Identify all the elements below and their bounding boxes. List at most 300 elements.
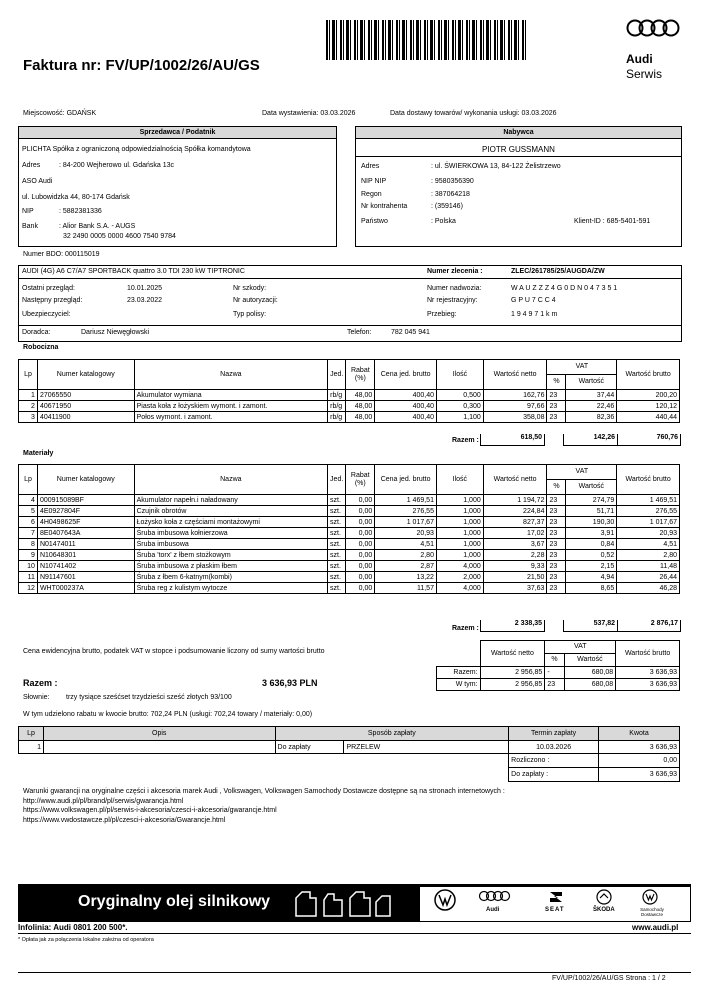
audi-small-rings-icon bbox=[478, 890, 512, 904]
cell-cat: 8E0407643A bbox=[37, 528, 134, 539]
logo-skoda-label: ŠKODA bbox=[593, 907, 615, 913]
cell-net: 224,84 bbox=[483, 506, 547, 517]
discount-note: W tym udzielono rabatu w kwocie brutto: 702,24 PLN (usługi: 702,24 towary / materiały: 0,00) bbox=[23, 711, 313, 718]
cell-qty: 1,000 bbox=[436, 506, 483, 517]
table-row bbox=[19, 572, 680, 583]
labour-sum-net-value: 618,50 bbox=[520, 434, 543, 441]
buyer-nrk: : (359146) bbox=[431, 203, 463, 210]
bdo-number: Numer BDO: 000115019 bbox=[23, 251, 100, 258]
footer-site[interactable]: www.audi.pl bbox=[632, 923, 679, 932]
col-rabat: Rabat (%) bbox=[346, 465, 375, 495]
cell-vat: 3,91 bbox=[566, 528, 617, 539]
cell-cat: 40671950 bbox=[37, 401, 134, 412]
razem-vat: 680,08 bbox=[564, 667, 616, 679]
cell-unit: szt. bbox=[328, 517, 346, 528]
cell-vat: 82,36 bbox=[566, 412, 617, 423]
cell-name: Śruba imbusowa z płaskim łbem bbox=[134, 561, 327, 572]
cell-pct: 23 bbox=[547, 561, 566, 572]
materials-sum-net bbox=[480, 620, 545, 632]
table-row bbox=[19, 561, 680, 572]
cell-price: 400,40 bbox=[375, 412, 437, 423]
warranty-text bbox=[23, 787, 505, 825]
table-row bbox=[19, 495, 680, 506]
cell-name: Śruba reg z kulistym wytocze bbox=[134, 583, 327, 594]
audi-rings-icon bbox=[626, 18, 680, 38]
seller-aso: ASO Audi bbox=[22, 178, 53, 185]
brand-serwis: Serwis bbox=[626, 67, 663, 81]
mileage: 1 9 4 9 7 1 k m bbox=[511, 311, 558, 318]
infolinia: Infolinia: Audi 0801 200 500*. bbox=[18, 923, 128, 932]
cell-cat: 40411900 bbox=[37, 412, 134, 423]
cell-price: 400,40 bbox=[375, 401, 437, 412]
summary-note: Cena ewidencyjna brutto, podatek VAT w stopce i podsumowanie liczony od sumy wartości brutto bbox=[23, 648, 325, 655]
mileage-label: Przebieg: bbox=[427, 311, 457, 318]
cell-price: 276,55 bbox=[375, 506, 437, 517]
cell-unit: szt. bbox=[328, 528, 346, 539]
col-cat: Numer katalogowy bbox=[37, 465, 134, 495]
policy-label: Typ polisy: bbox=[233, 311, 267, 318]
wtym-pct: 23 bbox=[545, 679, 564, 691]
cell-lp: 12 bbox=[19, 583, 38, 594]
phone: 782 045 941 bbox=[391, 329, 430, 336]
cell-vat: 0,52 bbox=[566, 550, 617, 561]
cell-unit: szt. bbox=[328, 506, 346, 517]
cell-cat: WHT000237A bbox=[37, 583, 134, 594]
seller-nip: : 5882381336 bbox=[59, 208, 102, 215]
cell-qty: 0,300 bbox=[437, 401, 484, 412]
cell-net: 358,08 bbox=[483, 412, 547, 423]
cell-pct: 23 bbox=[547, 517, 566, 528]
brand-audi: Audi bbox=[626, 52, 653, 66]
cell-rabat: 0,00 bbox=[346, 506, 375, 517]
razem-label: Razem: bbox=[437, 667, 481, 679]
cell-qty: 1,000 bbox=[436, 517, 483, 528]
table-row bbox=[19, 517, 680, 528]
seller-account: 32 2490 0005 0000 4600 7540 9784 bbox=[63, 233, 176, 240]
cell-cat: N10648301 bbox=[37, 550, 134, 561]
issue-date: Data wystawienia: 03.03.2026 bbox=[262, 110, 356, 117]
next-review-label: Następny przegląd: bbox=[22, 297, 83, 304]
order-label: Numer zlecenia : bbox=[427, 268, 483, 275]
sum-col-vatval: Wartość bbox=[564, 654, 616, 667]
cell-qty: 1,000 bbox=[436, 528, 483, 539]
seller-address-label: Adres bbox=[22, 162, 41, 169]
footer-note: * Opłata jak za połączenia lokalne zależna od operatora bbox=[18, 937, 154, 943]
cell-gross: 1 017,67 bbox=[617, 517, 680, 528]
topay-value: 3 636,93 bbox=[599, 768, 680, 782]
cell-cat: N91147601 bbox=[37, 572, 134, 583]
cell-vat: 51,71 bbox=[566, 506, 617, 517]
cell-lp: 5 bbox=[19, 506, 38, 517]
cell-name: Łożysko koła z częściami montażowymi bbox=[134, 517, 327, 528]
cell-rabat: 0,00 bbox=[346, 561, 375, 572]
razem-pct: - bbox=[545, 667, 564, 679]
materials-sum-vat-value: 537,82 bbox=[593, 620, 616, 627]
table-row bbox=[19, 583, 680, 594]
vehicle-box bbox=[18, 265, 682, 342]
cell-gross: 26,44 bbox=[617, 572, 680, 583]
col-unit: Jed. bbox=[328, 360, 346, 390]
cell-qty: 1,000 bbox=[436, 495, 483, 506]
cell-vat: 2,15 bbox=[566, 561, 617, 572]
oil-bottles-icon bbox=[286, 888, 396, 918]
cell-gross: 20,93 bbox=[617, 528, 680, 539]
cell-price: 13,22 bbox=[375, 572, 437, 583]
seller-nip-label: NIP bbox=[22, 208, 34, 215]
col-net: Wartość netto bbox=[483, 465, 547, 495]
buyer-box bbox=[355, 138, 682, 247]
cell-lp: 4 bbox=[19, 495, 38, 506]
table-row bbox=[19, 506, 680, 517]
cell-name: Akumulator napełn.i naładowany bbox=[134, 495, 327, 506]
reg-label: Nr rejestracyjny: bbox=[427, 297, 478, 304]
wtym-net: 2 956,85 bbox=[480, 679, 545, 691]
buyer-regon: : 387064218 bbox=[431, 191, 470, 198]
pay-method: PRZELEW bbox=[344, 741, 509, 754]
cell-gross: 440,44 bbox=[617, 412, 680, 423]
auth-label: Nr autoryzacji: bbox=[233, 297, 278, 304]
barcode bbox=[326, 20, 526, 60]
buyer-address: : ul. ŚWIERKOWA 13, 84-122 Żelistrzewo bbox=[431, 163, 561, 170]
cell-gross: 4,51 bbox=[617, 539, 680, 550]
cell-pct: 23 bbox=[547, 539, 566, 550]
last-review-label: Ostatni przegląd: bbox=[22, 285, 75, 292]
cell-lp: 7 bbox=[19, 528, 38, 539]
warranty-link-audi[interactable]: http://www.audi.pl/pl/brand/pl/serwis/gwarancja.html bbox=[23, 797, 184, 805]
col-vatval: Wartość bbox=[566, 480, 617, 495]
last-review: 10.01.2025 bbox=[127, 285, 163, 292]
sum-col-vat: VAT bbox=[545, 641, 616, 654]
cell-rabat: 0,00 bbox=[346, 517, 375, 528]
payment-table bbox=[18, 726, 680, 782]
delivery-date: Data dostawy towarów/ wykonania usługi: 03.03.2026 bbox=[390, 110, 557, 117]
skoda-logo-icon bbox=[596, 889, 612, 907]
labour-sum-vat bbox=[563, 434, 618, 446]
pay-col-desc: Opis bbox=[43, 727, 275, 741]
pay-col-due: Termin zapłaty bbox=[509, 727, 599, 741]
table-row bbox=[19, 539, 680, 550]
cell-gross: 1 469,51 bbox=[617, 495, 680, 506]
cell-net: 3,67 bbox=[483, 539, 547, 550]
cell-price: 11,57 bbox=[375, 583, 437, 594]
razem-gross: 3 636,93 bbox=[616, 667, 680, 679]
col-net: Wartość netto bbox=[483, 360, 547, 390]
banner-text: Oryginalny olej silnikowy bbox=[78, 893, 271, 910]
cell-price: 2,80 bbox=[375, 550, 437, 561]
warranty-link-vw[interactable]: https://www.volkswagen.pl/pl/serwis-i-akcesoria/czesci-i-akcesoria/gwarancje.html bbox=[23, 807, 277, 814]
labour-table bbox=[18, 359, 680, 423]
pay-desc: Do zapłaty bbox=[275, 741, 344, 754]
table-row bbox=[19, 412, 680, 423]
cell-lp: 11 bbox=[19, 572, 38, 583]
buyer-client-id: Klient-ID : 685-5401-591 bbox=[574, 218, 651, 225]
cell-qty: 4,000 bbox=[436, 561, 483, 572]
cell-net: 17,02 bbox=[483, 528, 547, 539]
cell-cat: 000915089BF bbox=[37, 495, 134, 506]
labour-title: Robocizna bbox=[23, 344, 59, 351]
buyer-nip-label: NIP NIP bbox=[361, 178, 387, 185]
sum-col-pct: % bbox=[545, 654, 564, 667]
cell-lp: 2 bbox=[19, 401, 38, 412]
cell-cat: N10741402 bbox=[37, 561, 134, 572]
materials-sum-gross-value: 2 876,17 bbox=[650, 620, 679, 627]
col-lp: Lp bbox=[19, 465, 38, 495]
sum-col-gross: Wartość brutto bbox=[616, 641, 680, 667]
cell-lp: 1 bbox=[19, 390, 38, 401]
cell-name: Czujnik obrotów bbox=[134, 506, 327, 517]
words-amount: trzy tysiące sześćset trzydzieści sześć złotych 93/100 bbox=[66, 694, 232, 701]
sum-col-net: Wartość netto bbox=[480, 641, 545, 667]
table-row bbox=[19, 528, 680, 539]
seller-bank-label: Bank bbox=[22, 223, 38, 230]
cell-net: 827,37 bbox=[483, 517, 547, 528]
cell-vat: 4,94 bbox=[566, 572, 617, 583]
cell-price: 20,93 bbox=[375, 528, 437, 539]
cell-qty: 2,000 bbox=[436, 572, 483, 583]
cell-net: 1 194,72 bbox=[483, 495, 547, 506]
col-unit: Jed. bbox=[328, 465, 346, 495]
vin: W A U Z Z Z 4 G 0 D N 0 4 7 3 5 1 bbox=[511, 285, 618, 292]
cell-name: Piasta koła z łożyskiem wymont. i zamont. bbox=[134, 401, 327, 412]
cell-gross: 200,20 bbox=[617, 390, 680, 401]
cell-unit: szt. bbox=[328, 539, 346, 550]
materials-sum-vat bbox=[563, 620, 618, 632]
buyer-regon-label: Regon bbox=[361, 191, 382, 198]
cell-cat: 4E0927804F bbox=[37, 506, 134, 517]
cell-rabat: 0,00 bbox=[346, 495, 375, 506]
cell-vat: 0,84 bbox=[566, 539, 617, 550]
cell-lp: 9 bbox=[19, 550, 38, 561]
labour-sum-net bbox=[480, 434, 545, 446]
cell-unit: szt. bbox=[328, 583, 346, 594]
words-label: Słownie: bbox=[23, 694, 50, 701]
summary-table bbox=[436, 640, 680, 691]
materials-sum-label: Razem : bbox=[452, 625, 479, 632]
phone-label: Telefon: bbox=[347, 329, 372, 336]
page-number: FV/UP/1002/26/AU/GS Strona : 1 / 2 bbox=[552, 975, 666, 982]
col-name: Nazwa bbox=[134, 360, 327, 390]
col-price: Cena jed. brutto bbox=[375, 360, 437, 390]
cell-price: 1 017,67 bbox=[375, 517, 437, 528]
cell-rabat: 48,00 bbox=[346, 401, 375, 412]
vin-label: Numer nadwozia: bbox=[427, 285, 482, 292]
cell-unit: szt. bbox=[328, 495, 346, 506]
pay-col-lp: Lp bbox=[19, 727, 44, 741]
cell-lp: 8 bbox=[19, 539, 38, 550]
cell-net: 2,28 bbox=[483, 550, 547, 561]
next-review: 23.03.2022 bbox=[127, 297, 163, 304]
col-price: Cena jed. brutto bbox=[375, 465, 437, 495]
buyer-nrk-label: Nr kontrahenta bbox=[361, 203, 408, 210]
wtym-gross: 3 636,93 bbox=[616, 679, 680, 691]
total-amount: 3 636,93 PLN bbox=[262, 678, 318, 688]
advisor-name: Dariusz Niewęgłowski bbox=[81, 329, 150, 336]
labour-sum-vat-value: 142,26 bbox=[593, 434, 616, 441]
cell-gross: 46,28 bbox=[617, 583, 680, 594]
insurer-label: Ubezpieczyciel: bbox=[22, 311, 71, 318]
col-vat: VAT bbox=[547, 465, 617, 480]
cell-unit: szt. bbox=[328, 561, 346, 572]
col-pct: % bbox=[547, 375, 566, 390]
cell-name: Śruba 'torx' z łbem stożkowym bbox=[134, 550, 327, 561]
cell-unit: rb/g bbox=[328, 390, 346, 401]
cell-net: 9,33 bbox=[483, 561, 547, 572]
labour-sum-label: Razem : bbox=[452, 437, 479, 444]
cell-qty: 1,100 bbox=[437, 412, 484, 423]
place: Miejscowość: GDAŃSK bbox=[23, 110, 97, 117]
seller-street: ul. Lubowidzka 44, 80-174 Gdańsk bbox=[22, 194, 130, 201]
cell-vat: 8,65 bbox=[566, 583, 617, 594]
seller-address: : 84-200 Wejherowo ul. Gdańska 13c bbox=[59, 162, 175, 169]
cell-gross: 276,55 bbox=[617, 506, 680, 517]
cell-cat: N01474011 bbox=[37, 539, 134, 550]
table-row bbox=[19, 401, 680, 412]
materials-table bbox=[18, 464, 680, 594]
cell-net: 162,76 bbox=[483, 390, 547, 401]
materials-title: Materiały bbox=[23, 450, 54, 457]
invoice-title: Faktura nr: FV/UP/1002/26/AU/GS bbox=[23, 57, 260, 74]
cell-rabat: 0,00 bbox=[346, 550, 375, 561]
col-rabat: Rabat (%) bbox=[346, 360, 375, 390]
labour-sum-gross bbox=[617, 434, 681, 446]
cell-gross: 2,80 bbox=[617, 550, 680, 561]
cell-qty: 0,500 bbox=[437, 390, 484, 401]
cell-rabat: 0,00 bbox=[346, 583, 375, 594]
buyer-name: PIOTR GUSSMANN bbox=[482, 145, 555, 154]
vw-commercial-logo-icon bbox=[642, 889, 658, 907]
seat-logo-icon bbox=[548, 889, 564, 907]
cell-vat: 37,44 bbox=[566, 390, 617, 401]
cell-rabat: 0,00 bbox=[346, 539, 375, 550]
cell-pct: 23 bbox=[547, 506, 566, 517]
logo-vwd-label: Samochody Dostawcze bbox=[640, 907, 664, 917]
col-qty: Ilość bbox=[437, 360, 484, 390]
col-name: Nazwa bbox=[134, 465, 327, 495]
cell-pct: 23 bbox=[547, 412, 566, 423]
cell-rabat: 48,00 bbox=[346, 412, 375, 423]
seller-bank: : Alior Bank S.A. - AUGS bbox=[59, 223, 136, 230]
col-gross: Wartość brutto bbox=[617, 360, 680, 390]
cell-price: 2,87 bbox=[375, 561, 437, 572]
cell-qty: 1,000 bbox=[436, 550, 483, 561]
cell-rabat: 0,00 bbox=[346, 528, 375, 539]
cell-price: 400,40 bbox=[375, 390, 437, 401]
cell-pct: 23 bbox=[547, 583, 566, 594]
cell-pct: 23 bbox=[547, 550, 566, 561]
cell-pct: 23 bbox=[547, 390, 566, 401]
buyer-address-label: Adres bbox=[361, 163, 380, 170]
cell-unit: szt. bbox=[328, 550, 346, 561]
col-gross: Wartość brutto bbox=[617, 465, 680, 495]
seller-name: PLICHTA Spółka z ograniczoną odpowiedzialnością Spółka komandytowa bbox=[22, 146, 251, 153]
buyer-nip: : 9580356390 bbox=[431, 178, 474, 185]
cell-unit: szt. bbox=[328, 572, 346, 583]
pay-amount: 3 636,93 bbox=[599, 741, 680, 754]
cell-price: 4,51 bbox=[375, 539, 437, 550]
col-vatval: Wartość bbox=[566, 375, 617, 390]
seller-box bbox=[18, 138, 337, 247]
wtym-vat: 680,08 bbox=[564, 679, 616, 691]
reg-number: G P U 7 C C 4 bbox=[511, 297, 556, 304]
col-lp: Lp bbox=[19, 360, 38, 390]
cell-cat: 4H0498625F bbox=[37, 517, 134, 528]
cell-qty: 4,000 bbox=[436, 583, 483, 594]
cell-vat: 274,79 bbox=[566, 495, 617, 506]
brand-logos bbox=[420, 887, 690, 921]
pay-lp: 1 bbox=[19, 741, 44, 754]
col-qty: Ilość bbox=[436, 465, 483, 495]
buyer-country-label: Państwo bbox=[361, 218, 388, 225]
logo-seat-label: SEAT bbox=[545, 907, 565, 913]
cell-pct: 23 bbox=[547, 495, 566, 506]
cell-net: 21,50 bbox=[483, 572, 547, 583]
vehicle-model: AUDI (4G) A6 C7/A7 SPORTBACK quattro 3.0 TDI 230 kW TIPTRONIC bbox=[22, 268, 245, 275]
cell-rabat: 0,00 bbox=[346, 572, 375, 583]
vw-logo-icon bbox=[434, 889, 456, 913]
rozl-value: 0,00 bbox=[599, 754, 680, 768]
razem-net: 2 956,85 bbox=[480, 667, 545, 679]
cell-gross: 11,48 bbox=[617, 561, 680, 572]
pay-due: 10.03.2026 bbox=[509, 741, 599, 754]
cell-net: 37,63 bbox=[483, 583, 547, 594]
seller-header: Sprzedawca / Podatnik bbox=[18, 126, 337, 139]
cell-net: 97,66 bbox=[483, 401, 547, 412]
pay-col-method: Sposób zapłaty bbox=[275, 727, 509, 741]
materials-sum-gross bbox=[617, 620, 681, 632]
warranty-line: Warunki gwarancji na oryginalne części i akcesoria marek Audi , Volkswagen, Volkswagen Samochody Dostawcze dostępne są na stronach internetowych : bbox=[23, 788, 505, 795]
cell-lp: 10 bbox=[19, 561, 38, 572]
order-number: ZLEC/261785/25/AUGDA/ZW bbox=[511, 268, 605, 275]
cell-cat: 27065550 bbox=[37, 390, 134, 401]
cell-pct: 23 bbox=[547, 401, 566, 412]
labour-sum-gross-value: 760,76 bbox=[656, 434, 679, 441]
cell-unit: rb/g bbox=[328, 412, 346, 423]
cell-pct: 23 bbox=[547, 528, 566, 539]
cell-name: Akumulator wymiana bbox=[134, 390, 327, 401]
table-row bbox=[19, 390, 680, 401]
col-pct: % bbox=[547, 480, 566, 495]
damage-label: Nr szkody: bbox=[233, 285, 267, 292]
cell-price: 1 469,51 bbox=[375, 495, 437, 506]
cell-unit: rb/g bbox=[328, 401, 346, 412]
cell-rabat: 48,00 bbox=[346, 390, 375, 401]
cell-name: Śruba imbusowa bbox=[134, 539, 327, 550]
logo-audi-label: Audi bbox=[486, 907, 500, 913]
wtym-label: W tym: bbox=[437, 679, 481, 691]
col-vat: VAT bbox=[547, 360, 617, 375]
cell-name: Śruba z łbem 6-katnym(kombi) bbox=[134, 572, 327, 583]
warranty-link-vwd[interactable]: https://www.vwdostawcze.pl/pl/czesci-i-akcesoria/Gwarancje.html bbox=[23, 816, 226, 824]
table-row bbox=[19, 550, 680, 561]
cell-qty: 1,000 bbox=[436, 539, 483, 550]
advisor-label: Doradca: bbox=[22, 329, 51, 336]
buyer-country: : Polska bbox=[431, 218, 456, 225]
cell-name: Połos wymont. i zamont. bbox=[134, 412, 327, 423]
pay-col-amount: Kwota bbox=[599, 727, 680, 741]
cell-name: Śruba imbusowa kołnierzowa bbox=[134, 528, 327, 539]
col-cat: Numer katalogowy bbox=[37, 360, 134, 390]
cell-vat: 22,46 bbox=[566, 401, 617, 412]
cell-vat: 190,30 bbox=[566, 517, 617, 528]
materials-sum-net-value: 2 338,35 bbox=[514, 620, 543, 627]
cell-lp: 3 bbox=[19, 412, 38, 423]
cell-lp: 6 bbox=[19, 517, 38, 528]
total-label: Razem : bbox=[23, 678, 58, 688]
cell-pct: 23 bbox=[547, 572, 566, 583]
cell-gross: 120,12 bbox=[617, 401, 680, 412]
buyer-header: Nabywca bbox=[355, 126, 682, 139]
topay-label: Do zapłaty : bbox=[509, 768, 599, 782]
